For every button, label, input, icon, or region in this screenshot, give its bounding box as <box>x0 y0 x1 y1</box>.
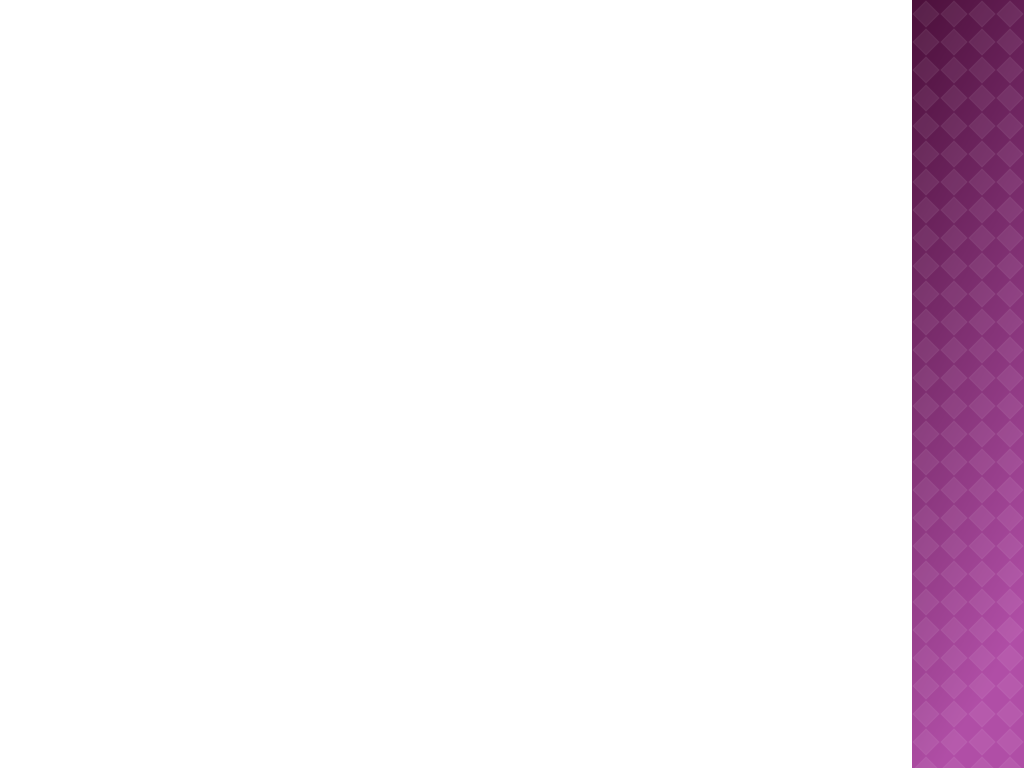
side-band-diamond-pattern <box>912 0 1024 768</box>
slide-content <box>115 231 846 279</box>
spacer <box>115 255 846 279</box>
spacer <box>115 231 846 255</box>
decorative-side-band <box>912 0 1024 768</box>
